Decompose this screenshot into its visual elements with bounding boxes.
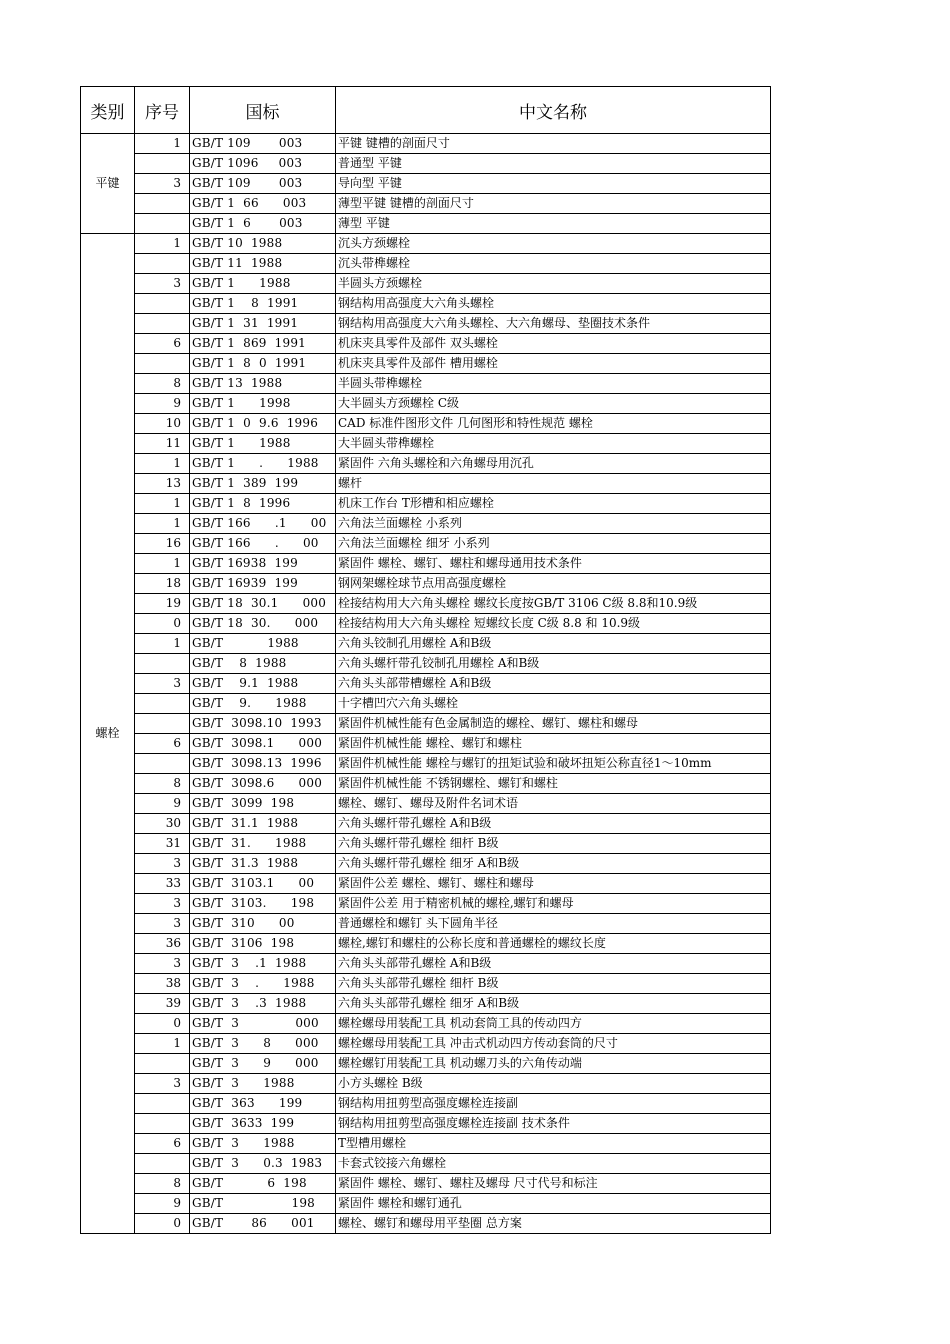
table-row [81,994,771,1014]
table-row [81,954,771,974]
seq-cell [135,654,190,674]
standard-cell: GB/T 11 1988 [190,254,336,274]
table-row [81,1174,771,1194]
seq-cell: 1 [135,454,190,474]
standard-cell: GB/T 3 8 000 [190,1034,336,1054]
seq-cell: 8 [135,374,190,394]
standard-cell: GB/T 9.1 1988 [190,674,336,694]
table-row [81,934,771,954]
standard-cell: GB/T 363 199 [190,1094,336,1114]
seq-cell: 10 [135,414,190,434]
category-cell: 螺栓 [81,234,135,1234]
seq-cell [135,694,190,714]
table-row [81,594,771,614]
standard-cell: GB/T 198 [190,1194,336,1214]
standard-cell: GB/T 109 003 [190,134,336,154]
table-row [81,1094,771,1114]
name-cell: 紧固件公差 螺栓、螺钉、螺柱和螺母 [336,874,771,894]
table-row [81,1014,771,1034]
seq-cell: 1 [135,634,190,654]
standard-cell: GB/T 1096 003 [190,154,336,174]
standard-cell: GB/T 18 30.1 000 [190,594,336,614]
standard-cell: GB/T 31.3 1988 [190,854,336,874]
seq-cell: 6 [135,334,190,354]
name-cell: 六角头螺杆带孔铰制孔用螺栓 A和B级 [336,654,771,674]
seq-cell: 9 [135,394,190,414]
name-cell: 导向型 平键 [336,174,771,194]
table-row [81,1194,771,1214]
standard-cell: GB/T 3103. 198 [190,894,336,914]
seq-cell [135,214,190,234]
category-cell: 平键 [81,134,135,234]
name-cell: 紧固件机械性能 螺栓与螺钉的扭矩试验和破坏扭矩公称直径1～10mm [336,754,771,774]
header-standard: 国标 [190,87,336,134]
name-cell: 机床工作台 T形槽和相应螺栓 [336,494,771,514]
name-cell: 螺杆 [336,474,771,494]
name-cell: 薄型 平键 [336,214,771,234]
table-row [81,1214,771,1234]
table-row [81,774,771,794]
seq-cell: 0 [135,1214,190,1234]
standard-cell: GB/T 1 8 1991 [190,294,336,314]
table-row [81,754,771,774]
standard-cell: GB/T 3 0.3 1983 [190,1154,336,1174]
seq-cell [135,1114,190,1134]
seq-cell: 1 [135,134,190,154]
table-row [81,914,771,934]
name-cell: 六角头螺杆带孔螺栓 细牙 A和B级 [336,854,771,874]
name-cell: 六角头铰制孔用螺栓 A和B级 [336,634,771,654]
seq-cell: 3 [135,674,190,694]
table-row [81,434,771,454]
standard-cell: GB/T 1 0 9.6 1996 [190,414,336,434]
table-row [81,614,771,634]
standard-cell: GB/T 9. 1988 [190,694,336,714]
name-cell: 小方头螺栓 B级 [336,1074,771,1094]
standard-cell: GB/T 1988 [190,634,336,654]
seq-cell [135,714,190,734]
name-cell: 半圆头方颈螺栓 [336,274,771,294]
standard-cell: GB/T 31. 1988 [190,834,336,854]
standard-cell: GB/T 3098.10 1993 [190,714,336,734]
table-row [81,354,771,374]
standard-cell: GB/T 6 198 [190,1174,336,1194]
table-row [81,634,771,654]
seq-cell: 1 [135,494,190,514]
standard-cell: GB/T 1 1988 [190,434,336,454]
name-cell: 半圆头带榫螺栓 [336,374,771,394]
seq-cell: 3 [135,174,190,194]
seq-cell: 9 [135,1194,190,1214]
seq-cell: 0 [135,614,190,634]
name-cell: 六角头螺杆带孔螺栓 细杆 B级 [336,834,771,854]
standard-cell: GB/T 3 9 000 [190,1054,336,1074]
name-cell: 钢结构用扭剪型高强度螺栓连接副 技术条件 [336,1114,771,1134]
table-row [81,1114,771,1134]
seq-cell: 1 [135,514,190,534]
table-row [81,414,771,434]
standard-cell: GB/T 166 .1 00 [190,514,336,534]
standard-cell: GB/T 109 003 [190,174,336,194]
name-cell: 普通螺栓和螺钉 头下圆角半径 [336,914,771,934]
name-cell: 紧固件机械性能 不锈钢螺栓、螺钉和螺柱 [336,774,771,794]
name-cell: 紧固件公差 用于精密机械的螺栓,螺钉和螺母 [336,894,771,914]
standard-cell: GB/T 3 . 1988 [190,974,336,994]
seq-cell: 38 [135,974,190,994]
name-cell: 螺栓、螺钉和螺母用平垫圈 总方案 [336,1214,771,1234]
standard-cell: GB/T 18 30. 000 [190,614,336,634]
standard-cell: GB/T 31.1 1988 [190,814,336,834]
seq-cell [135,1094,190,1114]
table-row [81,134,771,154]
table-row [81,1154,771,1174]
table-row [81,554,771,574]
standard-cell: GB/T 1 31 1991 [190,314,336,334]
name-cell: 钢结构用高强度大六角头螺栓、大六角螺母、垫圈技术条件 [336,314,771,334]
table-row [81,394,771,414]
table-row [81,194,771,214]
table-row [81,1074,771,1094]
seq-cell: 39 [135,994,190,1014]
table-row [81,154,771,174]
table-row [81,174,771,194]
standard-cell: GB/T 1 . 1988 [190,454,336,474]
name-cell: 螺栓螺钉用装配工具 机动螺刀头的六角传动端 [336,1054,771,1074]
seq-cell: 6 [135,734,190,754]
name-cell: 螺栓螺母用装配工具 机动套筒工具的传动四方 [336,1014,771,1034]
standard-cell: GB/T 3099 198 [190,794,336,814]
standard-cell: GB/T 3106 198 [190,934,336,954]
standard-cell: GB/T 3 1988 [190,1074,336,1094]
name-cell: 紧固件机械性能 螺栓、螺钉和螺柱 [336,734,771,754]
standard-cell: GB/T 8 1988 [190,654,336,674]
header-seq: 序号 [135,87,190,134]
name-cell: CAD 标准件图形文件 几何图形和特性规范 螺栓 [336,414,771,434]
standard-cell: GB/T 3633 199 [190,1114,336,1134]
table-row [81,814,771,834]
standard-cell: GB/T 1 869 1991 [190,334,336,354]
seq-cell: 3 [135,894,190,914]
seq-cell: 8 [135,1174,190,1194]
table-row [81,274,771,294]
table-row [81,734,771,754]
seq-cell: 16 [135,534,190,554]
name-cell: 紧固件 螺栓、螺钉、螺柱和螺母通用技术条件 [336,554,771,574]
seq-cell [135,154,190,174]
standard-cell: GB/T 1 1988 [190,274,336,294]
seq-cell [135,1054,190,1074]
name-cell: 螺栓,螺钉和螺柱的公称长度和普通螺栓的螺纹长度 [336,934,771,954]
name-cell: 六角头头部带孔螺栓 A和B级 [336,954,771,974]
table-row [81,474,771,494]
name-cell: 六角头头部带孔螺栓 细牙 A和B级 [336,994,771,1014]
name-cell: 沉头方颈螺栓 [336,234,771,254]
name-cell: 紧固件 螺栓和螺钉通孔 [336,1194,771,1214]
standard-cell: GB/T 1 6 003 [190,214,336,234]
standard-cell: GB/T 1 8 1996 [190,494,336,514]
table-row [81,214,771,234]
name-cell: 钢结构用高强度大六角头螺栓 [336,294,771,314]
table-body [81,134,771,1234]
seq-cell: 1 [135,234,190,254]
standard-cell: GB/T 3098.13 1996 [190,754,336,774]
seq-cell: 8 [135,774,190,794]
table-row [81,454,771,474]
standard-cell: GB/T 3 1988 [190,1134,336,1154]
standard-cell: GB/T 3 000 [190,1014,336,1034]
table-row [81,314,771,334]
table-row [81,534,771,554]
standard-cell: GB/T 1 66 003 [190,194,336,214]
table-row [81,1034,771,1054]
name-cell: 钢网架螺栓球节点用高强度螺栓 [336,574,771,594]
seq-cell: 3 [135,954,190,974]
name-cell: 十字槽凹穴六角头螺栓 [336,694,771,714]
seq-cell: 31 [135,834,190,854]
table-row [81,794,771,814]
table-row [81,1134,771,1154]
seq-cell: 1 [135,554,190,574]
standard-cell: GB/T 86 001 [190,1214,336,1234]
seq-cell [135,294,190,314]
name-cell: 六角头头部带孔螺栓 细杆 B级 [336,974,771,994]
table-row [81,494,771,514]
table-row [81,294,771,314]
name-cell: 栓接结构用大六角头螺栓 螺纹长度按GB/T 3106 C级 8.8和10.9级 [336,594,771,614]
table-row [81,574,771,594]
seq-cell: 0 [135,1014,190,1034]
standard-cell: GB/T 3098.1 000 [190,734,336,754]
table-row [81,514,771,534]
seq-cell: 3 [135,1074,190,1094]
standards-table [80,86,771,1234]
standard-cell: GB/T 310 00 [190,914,336,934]
seq-cell: 36 [135,934,190,954]
seq-cell [135,254,190,274]
seq-cell: 19 [135,594,190,614]
table-row [81,674,771,694]
standard-cell: GB/T 1 1998 [190,394,336,414]
name-cell: 机床夹具零件及部件 槽用螺栓 [336,354,771,374]
seq-cell: 18 [135,574,190,594]
table-row [81,334,771,354]
table-row [81,834,771,854]
name-cell: 紧固件 六角头螺栓和六角螺母用沉孔 [336,454,771,474]
name-cell: 薄型平键 键槽的剖面尺寸 [336,194,771,214]
seq-cell: 33 [135,874,190,894]
name-cell: 卡套式铰接六角螺栓 [336,1154,771,1174]
name-cell: 机床夹具零件及部件 双头螺栓 [336,334,771,354]
standard-cell: GB/T 1 8 0 1991 [190,354,336,374]
table-row [81,1054,771,1074]
name-cell: 钢结构用扭剪型高强度螺栓连接副 [336,1094,771,1114]
seq-cell [135,314,190,334]
table-header [81,87,771,134]
name-cell: 紧固件机械性能有色金属制造的螺栓、螺钉、螺柱和螺母 [336,714,771,734]
table-row [81,374,771,394]
standard-cell: GB/T 3 .3 1988 [190,994,336,1014]
standard-cell: GB/T 166 . 00 [190,534,336,554]
name-cell: 普通型 平键 [336,154,771,174]
name-cell: 六角头头部带槽螺栓 A和B级 [336,674,771,694]
table-row [81,254,771,274]
seq-cell: 13 [135,474,190,494]
table-row [81,894,771,914]
seq-cell: 1 [135,1034,190,1054]
name-cell: 螺栓螺母用装配工具 冲击式机动四方传动套筒的尺寸 [336,1034,771,1054]
name-cell: T型槽用螺栓 [336,1134,771,1154]
seq-cell: 3 [135,914,190,934]
table-row [81,874,771,894]
seq-cell: 11 [135,434,190,454]
table-row [81,234,771,254]
standard-cell: GB/T 16938 199 [190,554,336,574]
standard-cell: GB/T 16939 199 [190,574,336,594]
seq-cell: 30 [135,814,190,834]
standard-cell: GB/T 3098.6 000 [190,774,336,794]
name-cell: 六角法兰面螺栓 小系列 [336,514,771,534]
name-cell: 紧固件 螺栓、螺钉、螺柱及螺母 尺寸代号和标注 [336,1174,771,1194]
seq-cell [135,1154,190,1174]
seq-cell: 9 [135,794,190,814]
name-cell: 螺栓、螺钉、螺母及附件名词术语 [336,794,771,814]
table-row [81,854,771,874]
name-cell: 六角法兰面螺栓 细牙 小系列 [336,534,771,554]
seq-cell: 3 [135,854,190,874]
seq-cell [135,354,190,374]
name-cell: 平键 键槽的剖面尺寸 [336,134,771,154]
table-row [81,974,771,994]
standard-cell: GB/T 3103.1 00 [190,874,336,894]
seq-cell [135,754,190,774]
header-name: 中文名称 [336,87,771,134]
table-row [81,654,771,674]
standard-cell: GB/T 3 .1 1988 [190,954,336,974]
name-cell: 栓接结构用大六角头螺栓 短螺纹长度 C级 8.8 和 10.9级 [336,614,771,634]
standard-cell: GB/T 10 1988 [190,234,336,254]
table-row [81,714,771,734]
seq-cell: 3 [135,274,190,294]
seq-cell [135,194,190,214]
name-cell: 沉头带榫螺栓 [336,254,771,274]
table-row [81,694,771,714]
name-cell: 六角头螺杆带孔螺栓 A和B级 [336,814,771,834]
name-cell: 大半圆头带榫螺栓 [336,434,771,454]
standard-cell: GB/T 13 1988 [190,374,336,394]
name-cell: 大半圆头方颈螺栓 C级 [336,394,771,414]
standard-cell: GB/T 1 389 199 [190,474,336,494]
seq-cell: 6 [135,1134,190,1154]
header-category: 类别 [81,87,135,134]
